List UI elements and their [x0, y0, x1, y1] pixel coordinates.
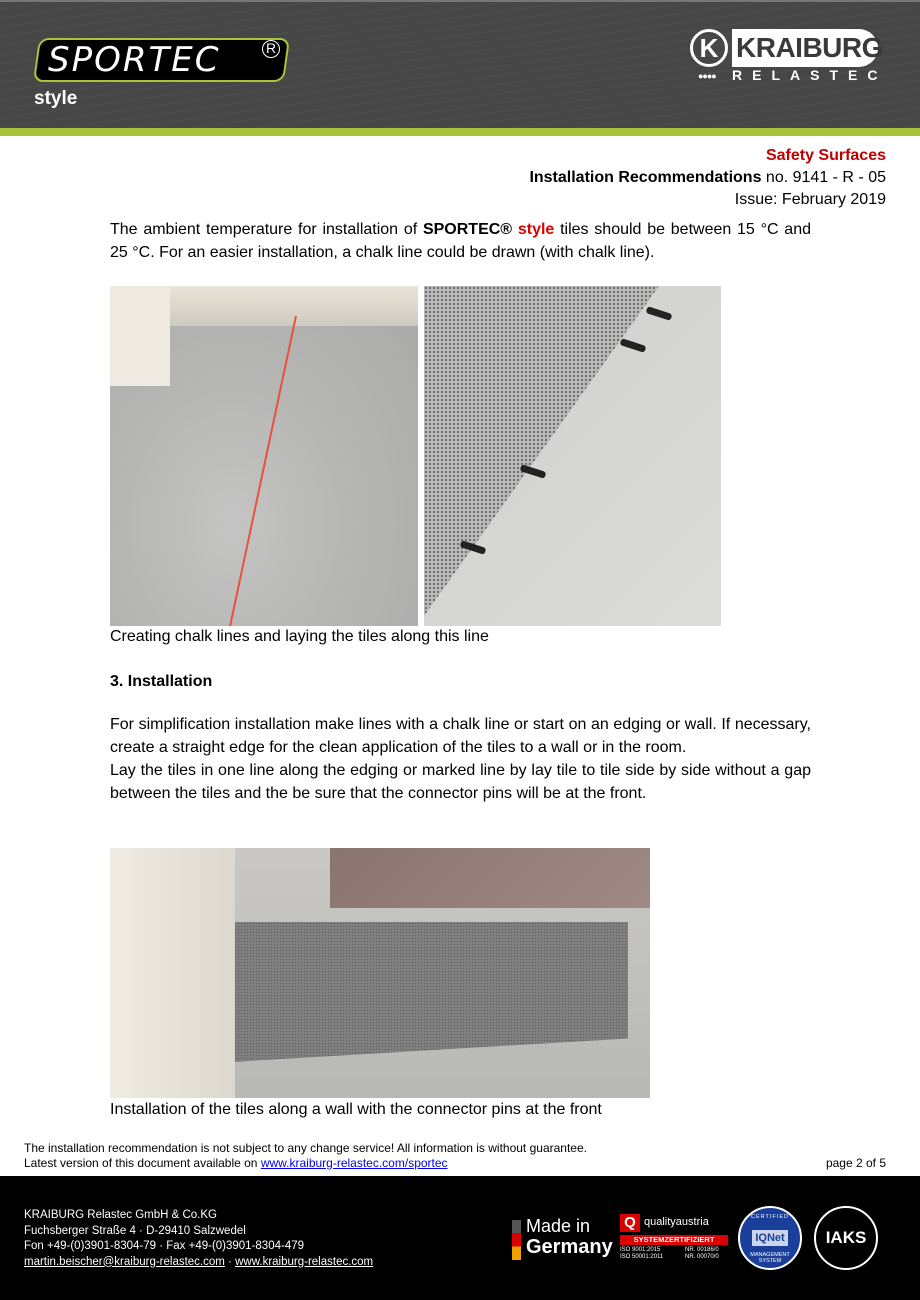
photo-tiles-along-line [424, 286, 721, 626]
iso-50001: ISO 50001:2011 [620, 1254, 664, 1260]
iqnet-name: IQNet [752, 1230, 788, 1246]
quality-austria-name: qualityaustria [644, 1216, 709, 1228]
document-meta [529, 145, 886, 211]
installation-paragraphs [110, 713, 811, 805]
company-address [24, 1208, 373, 1270]
registered-mark-icon: R [262, 40, 280, 58]
iso-50001-nr: NR. 00070/0 [685, 1254, 719, 1260]
iso-9001-nr: NR. 00186/0 [685, 1247, 719, 1253]
installation-paragraph: For simplification installation make lines with a chalk line or start on an edging or wall. If necessary, create a straight edge for the clean application of the tiles to a wall or in the room. [110, 716, 811, 756]
intro-text: The ambient temperature for installation of [110, 221, 423, 238]
kraiburg-k-icon: K [690, 29, 728, 67]
sportec-logo-text: SPORTEC [48, 40, 221, 80]
document-number: no. 9141 - R - 05 [761, 169, 886, 186]
iqnet-bottom-text: MANAGEMENT SYSTEM [750, 1252, 790, 1264]
relastec-label: RELASTEC [732, 67, 888, 83]
kraiburg-name: KRAIBURG [732, 29, 878, 67]
section-heading: 3. Installation [110, 673, 213, 690]
iso-9001: ISO 9001:2015 [620, 1247, 661, 1253]
quality-q-icon: Q [620, 1214, 640, 1232]
disclaimer [24, 1141, 587, 1171]
separator: · [224, 1255, 236, 1268]
latest-version-prefix: Latest version of this document available on [24, 1156, 261, 1170]
photo-caption: Creating chalk lines and laying the tiles along this line [110, 628, 489, 645]
germany-text: Germany [526, 1236, 613, 1258]
website-link[interactable]: www.kraiburg-relastec.com [235, 1255, 374, 1268]
phone-fax: Fon +49-(0)3901-8304-79 · Fax +49-(0)3901-8304-479 [24, 1240, 305, 1252]
german-flag-icon [512, 1220, 521, 1260]
iso-numbers [620, 1247, 728, 1261]
iqnet-certified-icon [738, 1206, 802, 1270]
photo-chalk-line [110, 286, 418, 626]
disclaimer-text: The installation recommendation is not subject to any change service! All information is without guarantee. [24, 1141, 587, 1155]
iaks-globe-icon: IAKS [814, 1206, 878, 1270]
iqnet-top-text: CERTIFIED [751, 1214, 789, 1220]
dots-icon: ●●●● [698, 71, 716, 81]
installation-paragraph: Lay the tiles in one line along the edging or marked line by lay tile to tile side by side without a gap between the tiles and the be sure that the connector pins will be at the front. [110, 762, 811, 802]
document-issue: Issue: February 2019 [734, 191, 886, 208]
company-name: KRAIBURG Relastec GmbH & Co.KG [24, 1209, 217, 1221]
document-title-bold: Installation Recommendations [529, 169, 762, 186]
photo-caption: Installation of the tiles along a wall with the connector pins at the front [110, 1101, 602, 1118]
sportec-link[interactable]: www.kraiburg-relastec.com/sportec [260, 1156, 448, 1170]
product-name: style [512, 221, 555, 238]
street-address: Fuchsberger Straße 4 · D-29410 Salzwedel [24, 1224, 246, 1237]
intro-text-2: tiles should be between 15 °C and 25 °C. For an easier installation, a chalk line could be drawn (with chalk line). [110, 221, 812, 261]
intro-paragraph [110, 218, 811, 264]
made-in-text: Made in [526, 1216, 591, 1236]
system-certified-label: SYSTEMZERTIFIZIERT [620, 1235, 728, 1245]
email-link[interactable]: martin.beischer@kraiburg-relastec.com [24, 1255, 225, 1268]
header-accent-bar [0, 128, 920, 136]
photo-tiles-along-wall [110, 848, 650, 1098]
page-header [0, 0, 920, 128]
document-category: Safety Surfaces [765, 147, 886, 164]
contact-links [24, 1255, 373, 1271]
brand-name: SPORTEC® [422, 221, 513, 238]
document-title [529, 167, 886, 189]
page-number: page 2 of 5 [825, 1156, 886, 1170]
product-line-label: style [34, 88, 78, 109]
page-footer [0, 1176, 920, 1300]
latest-version-text [24, 1156, 587, 1171]
